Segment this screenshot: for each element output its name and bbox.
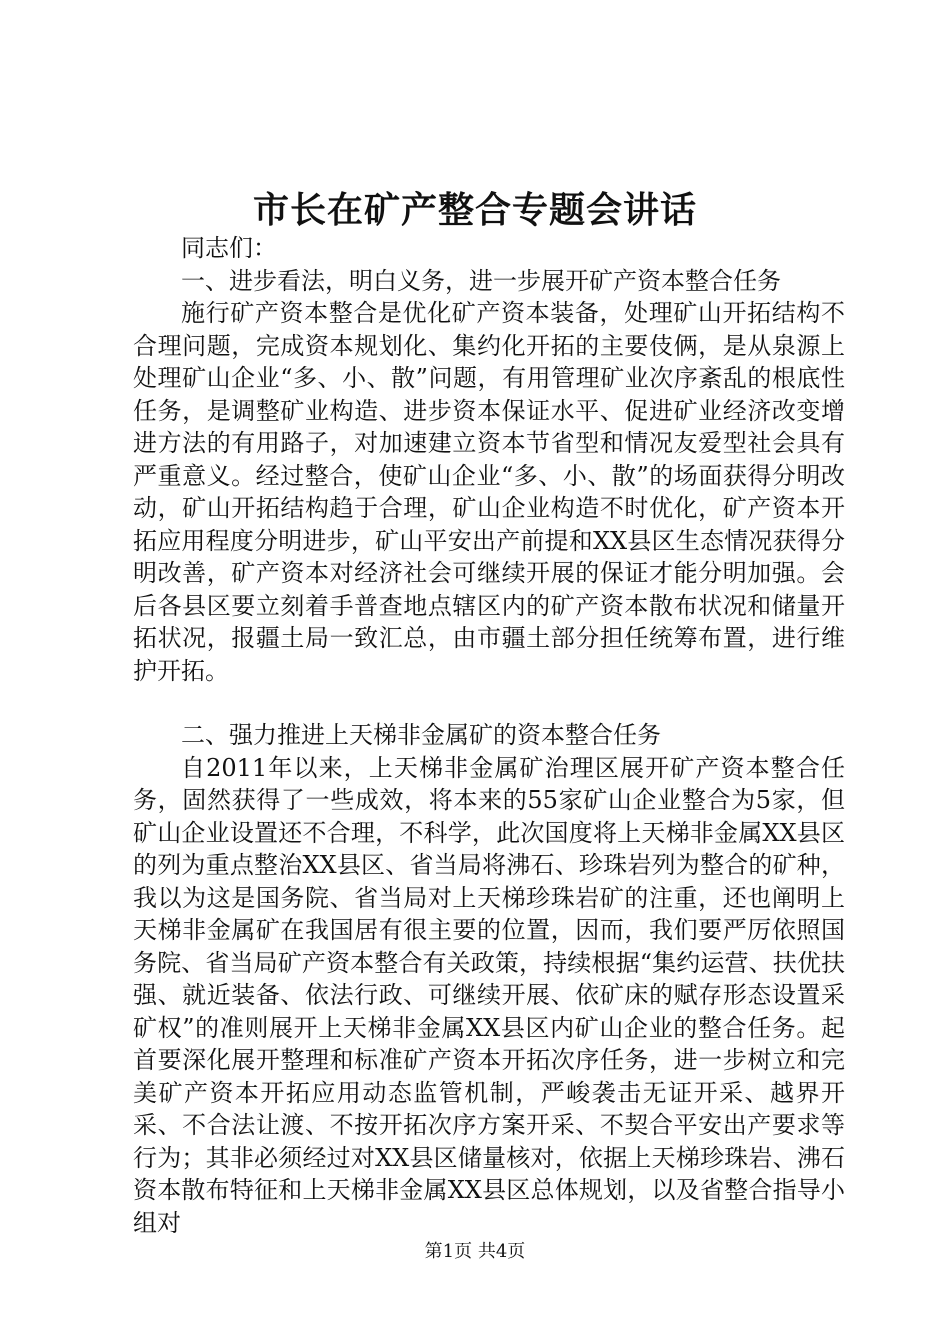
body-paragraph-1: 施行矿产资本整合是优化矿产资本装备，处理矿山开拓结构不合理问题，完成资本规划化、集约化开拓的主要伎俩，是从泉源上处理矿山企业“多、小、散”问题，有用管理矿业次序紊乱的根底性任务，是调整矿业构造、进步资本保证水平、促进矿业经济改变增进方法的有用路子，对加速建立资本节省型和情况友爱型社会具有严重意义。经过整合，使矿山企业“多、小、散”的场面获得分明改动，矿山开拓结构趋于合理，矿山企业构造不时优化，矿产资本开拓应用程度分明进步，矿山平安出产前提和XX县区生态情况获得分明改善，矿产资本对经济社会可继续开展的保证才能分明加强。会后各县区要立刻着手普查地点辖区内的矿产资本散布状况和储量开拓状况，报疆土局一致汇总，由市疆土部分担任统筹布置，进行维护开拓。	[133, 299, 845, 685]
document-body	[133, 232, 845, 1239]
page-footer: 第1页 共4页	[424, 1241, 526, 1262]
body-paragraph-2: 自2011年以来，上天梯非金属矿治理区展开矿产资本整合任务，固然获得了一些成效，将本来的55家矿山企业整合为5家，但矿山企业设置还不合理，不科学，此次国度将上天梯非金属XX县区的列为重点整治XX县区、省当局将沸石、珍珠岩列为整合的矿种，我以为这是国务院、省当局对上天梯珍珠岩矿的注重，还也阐明上天梯非金属矿在我国居有很主要的位置，因而，我们要严厉依照国务院、省当局矿产资本整合有关政策，持续根据“集约运营、扶优扶强、就近装备、依法行政、可继续开展、依矿床的赋存形态设置采矿权”的准则展开上天梯非金属XX县区内矿山企业的整合任务。起首要深化展开整理和标准矿产资本开拓次序任务，进一步树立和完美矿产资本开拓应用动态监管机制，严峻袭击无证开采、越界开采、不合法让渡、不按开拓次序方案开采、不契合平安出产要求等行为；其非必须经过对XX县区储量核对，依据上天梯珍珠岩、沸石资本散布特征和上天梯非金属XX县区总体规划，以及省整合指导小组对	[133, 753, 845, 1237]
document-title: 市长在矿产整合专题会讲话	[252, 189, 697, 231]
section-heading-2: 二、强力推进上天梯非金属矿的资本整合任务	[181, 721, 661, 749]
salutation: 同志们：	[181, 234, 277, 262]
section-heading-1: 一、进步看法，明白义务，进一步展开矿产资本整合任务	[181, 266, 781, 295]
